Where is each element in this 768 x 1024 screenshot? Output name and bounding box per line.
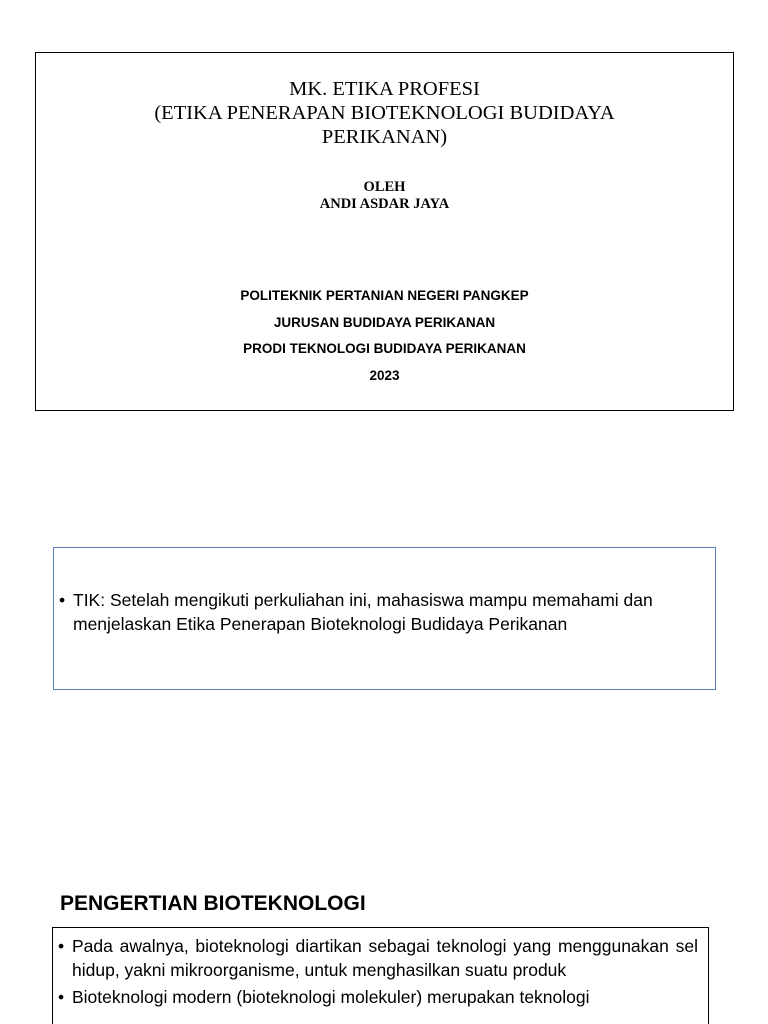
bullet-icon: • — [58, 936, 65, 956]
tik-text: TIK: Setelah mengikuti perkuliahan ini, mahasiswa mampu memahami dan menjelaskan Etika Penerapan Bioteknologi Budidaya Perikanan — [73, 590, 653, 634]
author-name: ANDI ASDAR JAYA — [319, 196, 450, 212]
definition-bullet-text: Bioteknologi modern (bioteknologi molekuler) merupakan teknologi — [72, 987, 590, 1007]
institution-block — [36, 283, 733, 389]
course-title-line: PERIKANAN) — [321, 126, 448, 148]
bullet-icon: • — [59, 590, 66, 610]
institution-line: JURUSAN BUDIDAYA PERIKANAN — [273, 314, 496, 330]
year-label: 2023 — [369, 367, 400, 383]
tik-slide — [53, 547, 716, 690]
definition-slide — [52, 927, 709, 1024]
course-title — [36, 77, 733, 149]
bullet-icon: • — [58, 987, 65, 1007]
list-item — [59, 588, 711, 636]
list-item — [58, 985, 698, 1009]
institution-line: PRODI TEKNOLOGI BUDIDAYA PERIKANAN — [243, 341, 526, 356]
list-item — [58, 934, 698, 982]
tik-text-block — [59, 588, 711, 636]
institution-line: POLITEKNIK PERTANIAN NEGERI PANGKEP — [240, 288, 529, 303]
course-title-line: (ETIKA PENERAPAN BIOTEKNOLOGI BUDIDAYA — [154, 102, 615, 124]
definition-text-block — [58, 934, 698, 1009]
section-heading: PENGERTIAN BIOTEKNOLOGI — [60, 892, 366, 915]
definition-bullet-text: Pada awalnya, bioteknologi diartikan sebagai teknologi yang menggunakan sel hidup, yakni mikroorganisme, untuk menghasilkan suatu produk — [72, 936, 698, 980]
course-title-line: MK. ETIKA PROFESI — [289, 78, 480, 100]
author-block — [36, 179, 733, 213]
title-slide — [35, 52, 734, 411]
by-label: OLEH — [363, 179, 406, 195]
